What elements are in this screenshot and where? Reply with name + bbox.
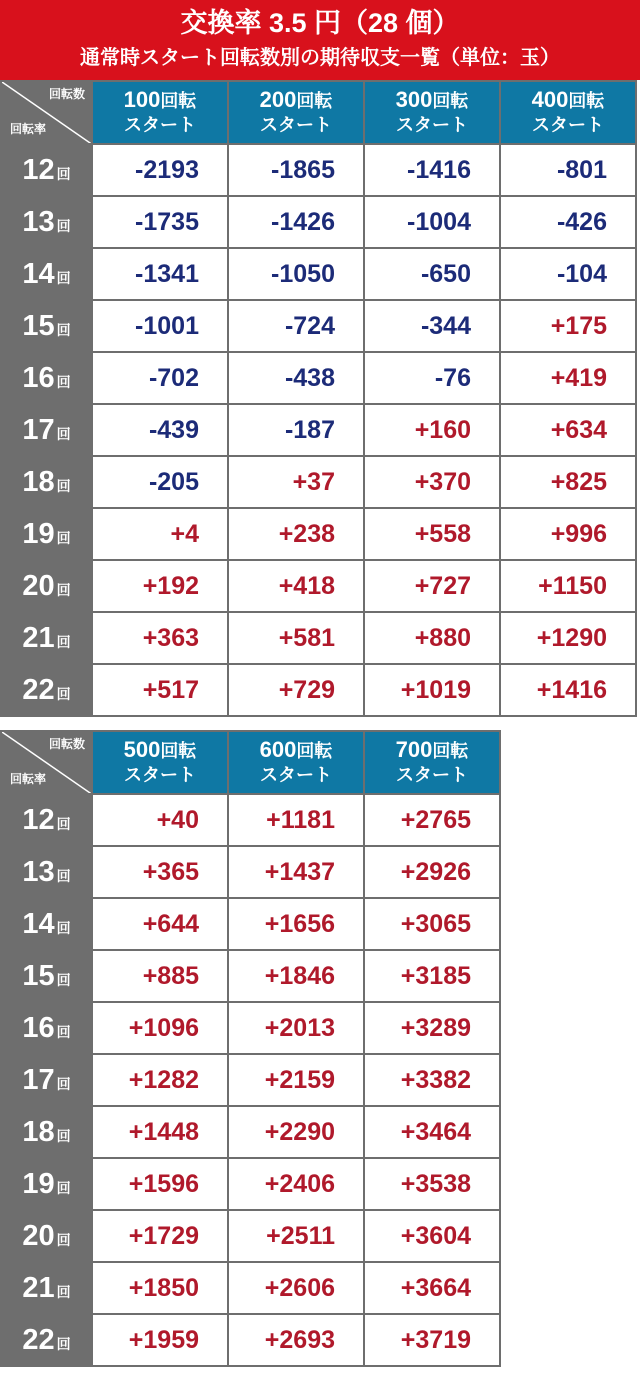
value-cell: -801 (500, 144, 636, 196)
row-rate: 12 (22, 153, 55, 186)
value-cell: +3185 (364, 950, 500, 1002)
value-cell: +365 (92, 846, 228, 898)
value-cell: -1735 (92, 196, 228, 248)
value-cell: +2511 (228, 1210, 364, 1262)
row-header (1, 508, 92, 560)
value-cell: -1416 (364, 144, 500, 196)
value-cell: +363 (92, 612, 228, 664)
value-cell: +1850 (92, 1262, 228, 1314)
row-header (1, 1158, 92, 1210)
column-header (500, 81, 636, 144)
value-cell: +1448 (92, 1106, 228, 1158)
value-cell: +160 (364, 404, 500, 456)
column-header (92, 81, 228, 144)
row-unit: 回 (56, 1127, 71, 1144)
value-cell: -439 (92, 404, 228, 456)
row-rate: 18 (22, 465, 55, 498)
row-rate: 13 (22, 855, 55, 888)
value-cell: +1959 (92, 1314, 228, 1366)
value-cell: +880 (364, 612, 500, 664)
column-start-label: スタート (532, 115, 604, 135)
table-row (1, 898, 500, 950)
value-cell: +727 (364, 560, 500, 612)
row-rate: 22 (22, 673, 55, 706)
row-unit: 回 (56, 685, 71, 702)
value-cell: +885 (92, 950, 228, 1002)
value-cell: -1004 (364, 196, 500, 248)
row-header (1, 1262, 92, 1314)
value-cell: +418 (228, 560, 364, 612)
row-unit: 回 (56, 373, 71, 390)
column-unit: 回転 (432, 741, 469, 761)
row-header (1, 846, 92, 898)
expected-value-table-2 (0, 730, 501, 1367)
value-cell: +2406 (228, 1158, 364, 1210)
row-header (1, 612, 92, 664)
row-rate: 19 (22, 1167, 55, 1200)
corner-label-spins: 回転数 (48, 737, 85, 751)
column-start-label: スタート (124, 115, 196, 135)
value-cell: +644 (92, 898, 228, 950)
value-cell: +1096 (92, 1002, 228, 1054)
column-spin-count: 300 (395, 87, 433, 112)
column-header (364, 731, 500, 794)
row-unit: 回 (56, 529, 71, 546)
value-cell: +1416 (500, 664, 636, 716)
column-spin-count: 400 (531, 87, 569, 112)
value-cell: +2606 (228, 1262, 364, 1314)
value-cell: +729 (228, 664, 364, 716)
table-row (1, 196, 636, 248)
table-row (1, 1158, 500, 1210)
column-start-label: スタート (260, 765, 332, 785)
value-cell: +3382 (364, 1054, 500, 1106)
value-cell: +2159 (228, 1054, 364, 1106)
value-cell: +2765 (364, 794, 500, 846)
column-header (228, 81, 364, 144)
row-unit: 回 (56, 425, 71, 442)
table-row (1, 1106, 500, 1158)
value-cell: +40 (92, 794, 228, 846)
row-rate: 16 (22, 361, 55, 394)
corner-label-spins: 回転数 (48, 87, 85, 101)
value-cell: +1729 (92, 1210, 228, 1262)
value-cell: -438 (228, 352, 364, 404)
row-unit: 回 (56, 1023, 71, 1040)
value-cell: -2193 (92, 144, 228, 196)
row-unit: 回 (56, 477, 71, 494)
table-row (1, 1314, 500, 1366)
value-cell: +1437 (228, 846, 364, 898)
row-unit: 回 (56, 165, 71, 182)
row-unit: 回 (56, 217, 71, 234)
table-row (1, 950, 500, 1002)
value-cell: +3065 (364, 898, 500, 950)
value-cell: +581 (228, 612, 364, 664)
row-unit: 回 (56, 581, 71, 598)
value-cell: +996 (500, 508, 636, 560)
table-row (1, 508, 636, 560)
value-cell: -76 (364, 352, 500, 404)
row-header (1, 1106, 92, 1158)
table-row (1, 144, 636, 196)
value-cell: +1290 (500, 612, 636, 664)
column-header (364, 81, 500, 144)
value-cell: +3538 (364, 1158, 500, 1210)
table-row (1, 404, 636, 456)
row-unit: 回 (56, 1283, 71, 1300)
value-cell: -205 (92, 456, 228, 508)
value-cell: +3604 (364, 1210, 500, 1262)
value-cell: -344 (364, 300, 500, 352)
row-header (1, 794, 92, 846)
value-cell: +1019 (364, 664, 500, 716)
row-rate: 20 (22, 1219, 55, 1252)
value-cell: +3664 (364, 1262, 500, 1314)
row-unit: 回 (56, 867, 71, 884)
value-cell: +192 (92, 560, 228, 612)
page-title: 交換率 3.5 円（28 個） (180, 8, 460, 38)
value-cell: -702 (92, 352, 228, 404)
row-unit: 回 (56, 1179, 71, 1196)
row-unit: 回 (56, 919, 71, 936)
header-row (1, 731, 500, 794)
row-rate: 15 (22, 959, 55, 992)
row-rate: 20 (22, 569, 55, 602)
value-cell: -1341 (92, 248, 228, 300)
table-row (1, 1002, 500, 1054)
table-row (1, 352, 636, 404)
value-cell: -650 (364, 248, 500, 300)
value-cell: -1865 (228, 144, 364, 196)
row-rate: 21 (22, 621, 55, 654)
table-row (1, 1054, 500, 1106)
column-unit: 回転 (568, 91, 605, 111)
table-row (1, 664, 636, 716)
value-cell: +1282 (92, 1054, 228, 1106)
value-cell: +1181 (228, 794, 364, 846)
value-cell: +370 (364, 456, 500, 508)
value-cell: +4 (92, 508, 228, 560)
value-cell: +2693 (228, 1314, 364, 1366)
row-unit: 回 (56, 1231, 71, 1248)
row-header (1, 664, 92, 716)
row-unit: 回 (56, 1335, 71, 1352)
value-cell: +1596 (92, 1158, 228, 1210)
row-unit: 回 (56, 269, 71, 286)
column-unit: 回転 (296, 91, 333, 111)
value-cell: -1426 (228, 196, 364, 248)
value-cell: -104 (500, 248, 636, 300)
table-row (1, 456, 636, 508)
row-rate: 17 (22, 1063, 55, 1096)
row-rate: 14 (22, 907, 55, 940)
row-rate: 21 (22, 1271, 55, 1304)
value-cell: +37 (228, 456, 364, 508)
value-cell: +825 (500, 456, 636, 508)
value-cell: +3289 (364, 1002, 500, 1054)
column-spin-count: 200 (259, 87, 297, 112)
table-row (1, 1210, 500, 1262)
row-header (1, 196, 92, 248)
table-row (1, 846, 500, 898)
value-cell: +558 (364, 508, 500, 560)
value-cell: +419 (500, 352, 636, 404)
table-row (1, 1262, 500, 1314)
column-spin-count: 700 (395, 737, 433, 762)
header-row (1, 81, 636, 144)
column-header (92, 731, 228, 794)
corner-cell (1, 731, 92, 794)
value-cell: -724 (228, 300, 364, 352)
value-cell: +517 (92, 664, 228, 716)
value-cell: -1050 (228, 248, 364, 300)
table-row (1, 300, 636, 352)
page-subtitle: 通常時スタート回転数別の期待収支一覧（単位：玉） (80, 47, 560, 69)
column-unit: 回転 (160, 91, 197, 111)
row-rate: 13 (22, 205, 55, 238)
row-header (1, 456, 92, 508)
value-cell: +2926 (364, 846, 500, 898)
row-rate: 12 (22, 803, 55, 836)
table-row (1, 560, 636, 612)
column-spin-count: 600 (259, 737, 297, 762)
expected-value-table-1 (0, 80, 637, 717)
row-unit: 回 (56, 815, 71, 832)
value-cell: +1846 (228, 950, 364, 1002)
row-header (1, 248, 92, 300)
column-start-label: スタート (260, 115, 332, 135)
row-header (1, 560, 92, 612)
value-cell: +1150 (500, 560, 636, 612)
row-header (1, 352, 92, 404)
value-cell: +2290 (228, 1106, 364, 1158)
column-start-label: スタート (396, 115, 468, 135)
column-start-label: スタート (124, 765, 196, 785)
corner-label-rate: 回転率 (10, 772, 47, 786)
row-unit: 回 (56, 1075, 71, 1092)
column-spin-count: 100 (123, 87, 161, 112)
value-cell: -426 (500, 196, 636, 248)
value-cell: +238 (228, 508, 364, 560)
row-unit: 回 (56, 971, 71, 988)
table-row (1, 794, 500, 846)
corner-cell (1, 81, 92, 144)
value-cell: -1001 (92, 300, 228, 352)
value-cell: -187 (228, 404, 364, 456)
row-rate: 19 (22, 517, 55, 550)
value-cell: +1656 (228, 898, 364, 950)
row-rate: 15 (22, 309, 55, 342)
column-spin-count: 500 (123, 737, 161, 762)
corner-label-rate: 回転率 (10, 122, 47, 136)
title-banner (0, 0, 640, 80)
row-header (1, 144, 92, 196)
table-row (1, 612, 636, 664)
row-header (1, 300, 92, 352)
column-header (228, 731, 364, 794)
value-cell: +3464 (364, 1106, 500, 1158)
value-cell: +2013 (228, 1002, 364, 1054)
row-header (1, 1054, 92, 1106)
column-unit: 回転 (160, 741, 197, 761)
value-cell: +175 (500, 300, 636, 352)
column-start-label: スタート (396, 765, 468, 785)
row-rate: 14 (22, 257, 55, 290)
row-header (1, 1314, 92, 1366)
row-header (1, 1002, 92, 1054)
value-cell: +3719 (364, 1314, 500, 1366)
row-unit: 回 (56, 321, 71, 338)
value-cell: +634 (500, 404, 636, 456)
row-rate: 22 (22, 1323, 55, 1356)
row-rate: 18 (22, 1115, 55, 1148)
row-header (1, 404, 92, 456)
row-rate: 16 (22, 1011, 55, 1044)
row-header (1, 950, 92, 1002)
column-unit: 回転 (432, 91, 469, 111)
row-header (1, 1210, 92, 1262)
row-header (1, 898, 92, 950)
row-rate: 17 (22, 413, 55, 446)
row-unit: 回 (56, 633, 71, 650)
table-row (1, 248, 636, 300)
column-unit: 回転 (296, 741, 333, 761)
